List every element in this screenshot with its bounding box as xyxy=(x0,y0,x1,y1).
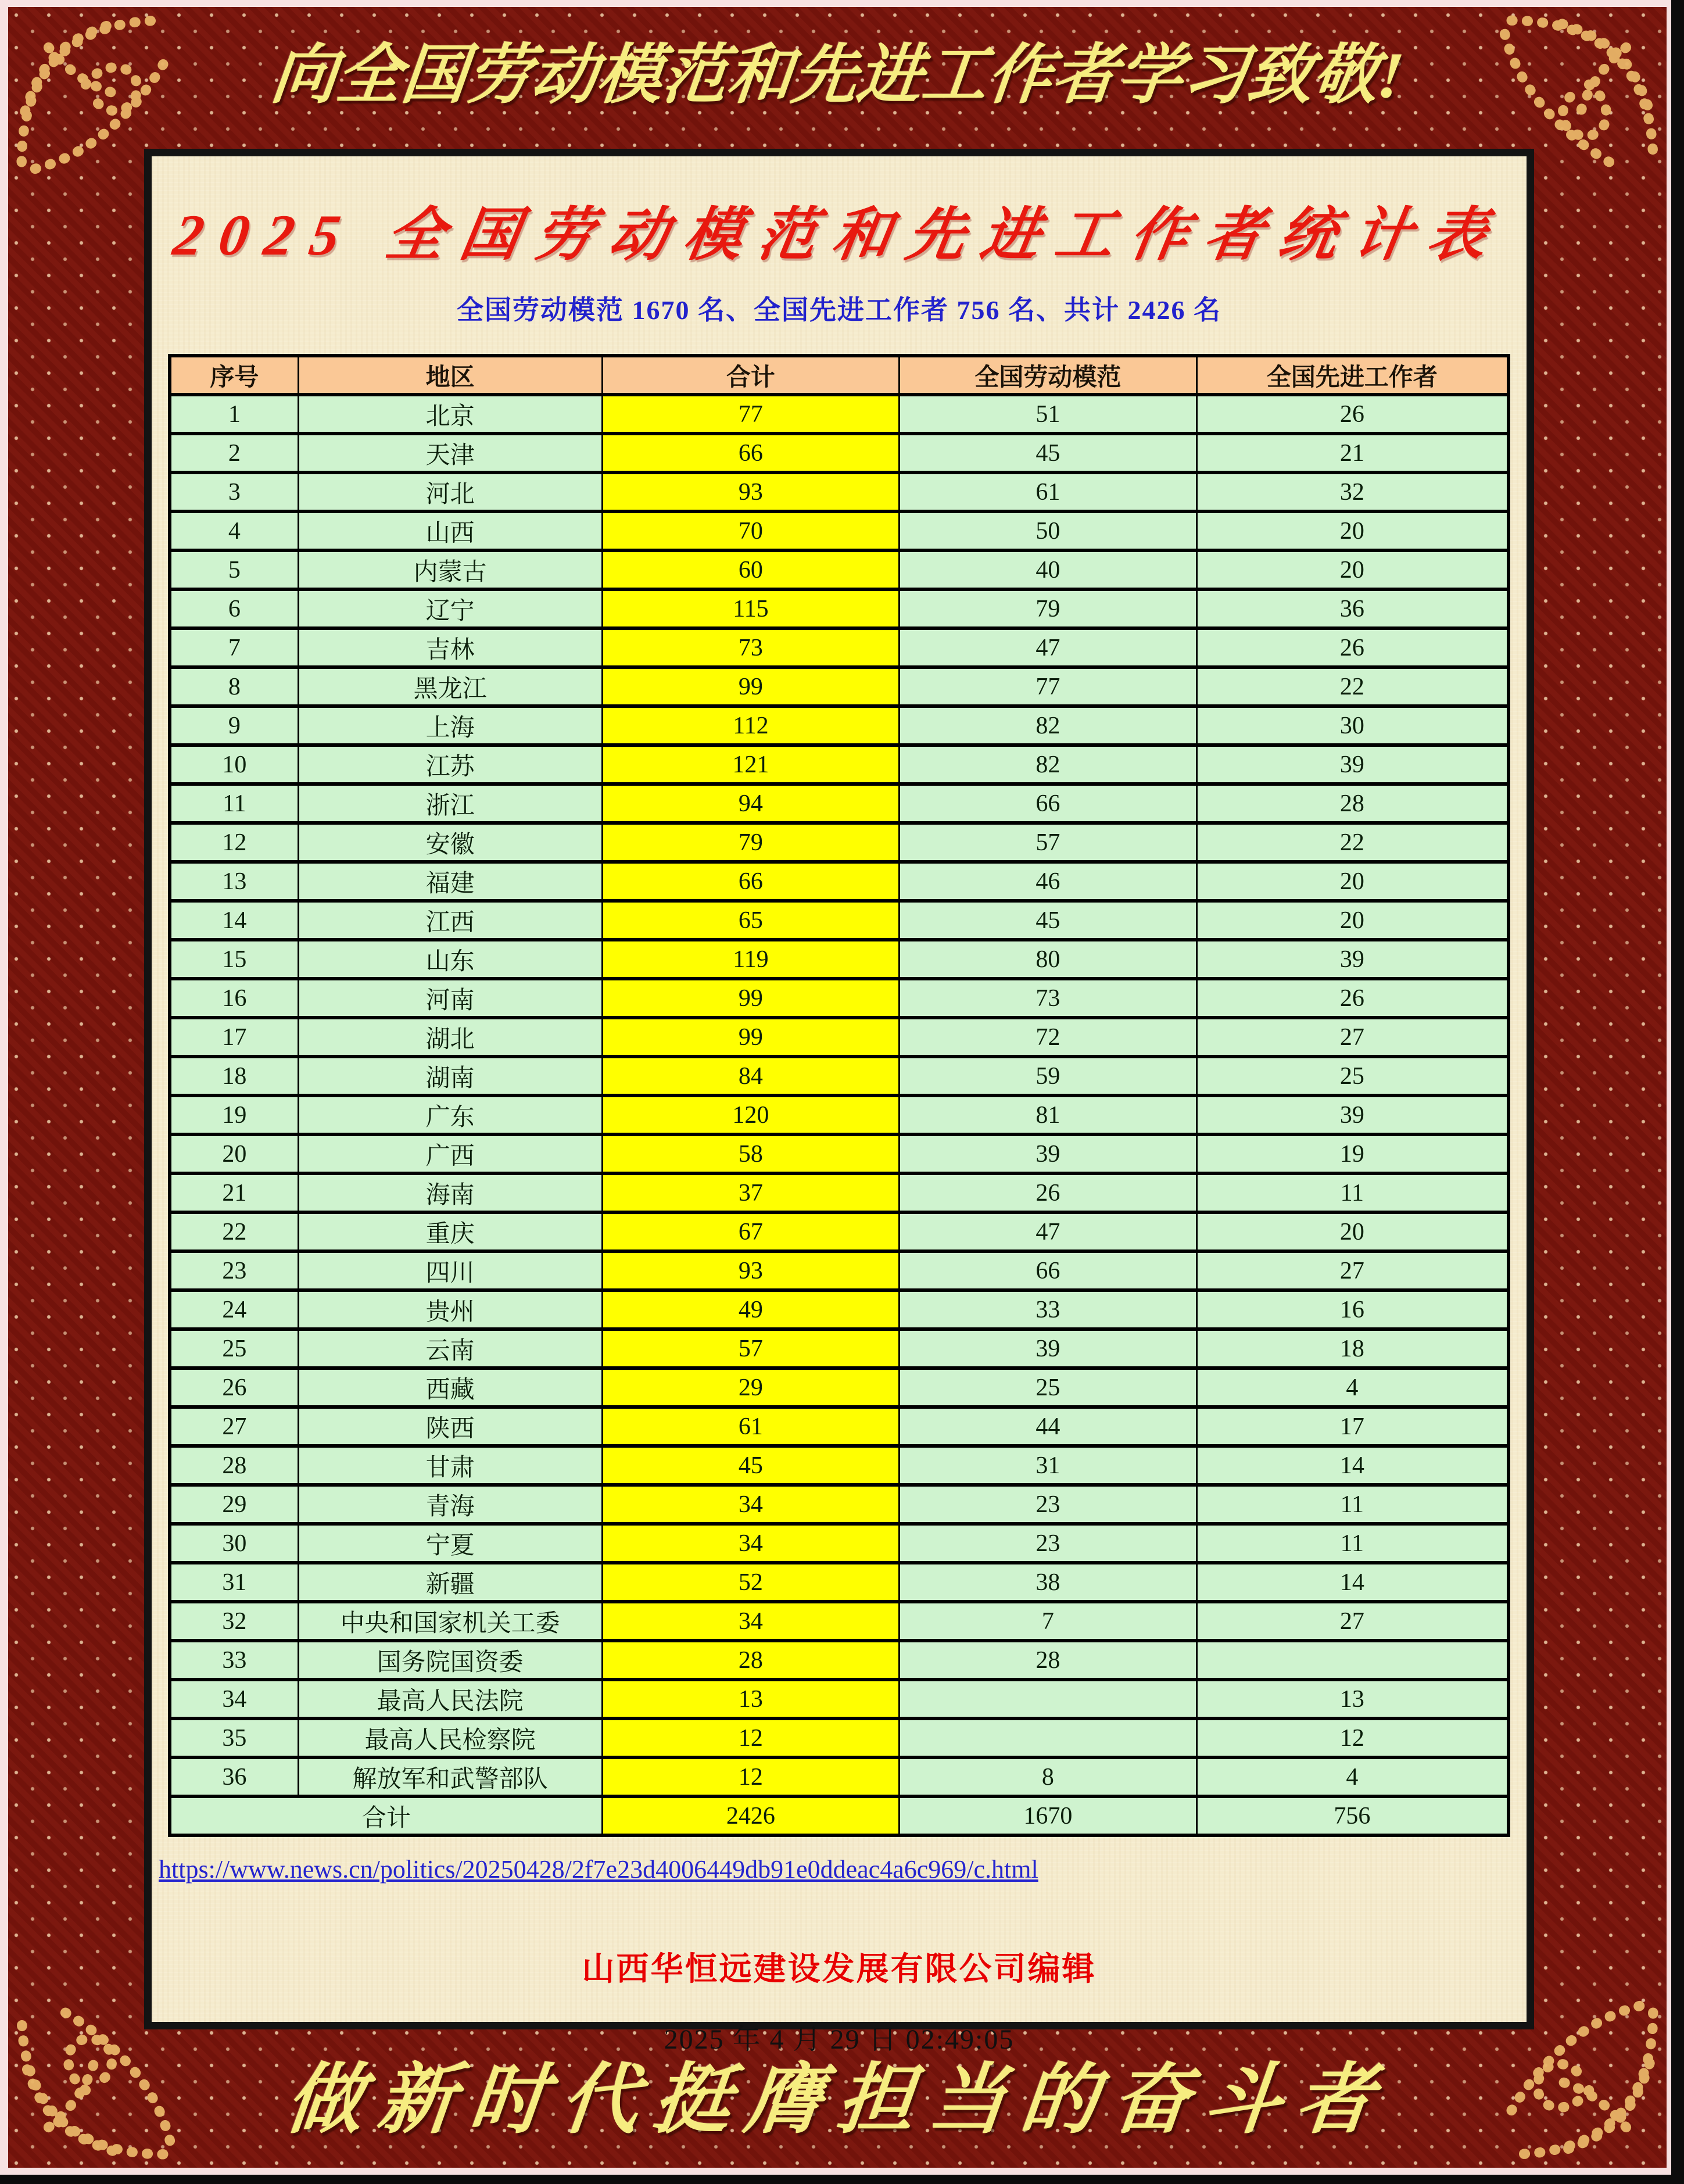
table-row xyxy=(170,1134,1509,1173)
table-row xyxy=(170,1485,1509,1524)
cell-index: 17 xyxy=(170,1018,298,1057)
cell-advanced: 18 xyxy=(1196,1329,1509,1368)
table-row xyxy=(170,1212,1509,1251)
table-row xyxy=(170,511,1509,550)
cell-index: 4 xyxy=(170,511,298,550)
cell-advanced: 14 xyxy=(1196,1563,1509,1602)
table-header-row xyxy=(170,356,1509,395)
cell-index: 8 xyxy=(170,667,298,706)
cell-advanced: 13 xyxy=(1196,1680,1509,1718)
table-row xyxy=(170,940,1509,979)
cell-region: 辽宁 xyxy=(298,589,602,628)
cell-model: 39 xyxy=(900,1134,1196,1173)
cell-index: 24 xyxy=(170,1290,298,1329)
table-row xyxy=(170,1524,1509,1563)
cell-index: 31 xyxy=(170,1563,298,1602)
cell-model: 8 xyxy=(900,1757,1196,1796)
cell-index: 26 xyxy=(170,1368,298,1407)
cell-index: 11 xyxy=(170,784,298,823)
cell-index: 13 xyxy=(170,862,298,901)
cell-model: 72 xyxy=(900,1018,1196,1057)
top-banner-text: 向全国劳动模范和先进工作者学习致敬! xyxy=(267,40,1407,112)
cell-region: 山东 xyxy=(298,940,602,979)
cell-model: 7 xyxy=(900,1602,1196,1641)
cell-region: 内蒙古 xyxy=(298,550,602,589)
cell-index: 14 xyxy=(170,901,298,940)
cell-total: 67 xyxy=(602,1212,899,1251)
table-row xyxy=(170,472,1509,511)
cell-total: 99 xyxy=(602,979,899,1018)
cell-region: 青海 xyxy=(298,1485,602,1524)
cell-index: 25 xyxy=(170,1329,298,1368)
table-row xyxy=(170,1173,1509,1212)
cell-region: 黑龙江 xyxy=(298,667,602,706)
cell-index: 19 xyxy=(170,1095,298,1134)
source-url-line xyxy=(159,1854,1527,1884)
cell-region: 云南 xyxy=(298,1329,602,1368)
cell-advanced: 756 xyxy=(1196,1796,1509,1835)
cell-model: 31 xyxy=(900,1446,1196,1485)
cell-model: 46 xyxy=(900,862,1196,901)
source-link[interactable]: https://www.news.cn/politics/20250428/2f7e23d4006449db91e0ddeac4a6c969/c.html xyxy=(159,1855,1038,1884)
table-row xyxy=(170,1602,1509,1641)
cell-model: 81 xyxy=(900,1095,1196,1134)
cell-model: 80 xyxy=(900,940,1196,979)
cell-total: 79 xyxy=(602,823,899,862)
cell-index: 36 xyxy=(170,1757,298,1796)
timestamp: 2025 年 4 月 29 日 02:49:05 xyxy=(664,2024,1015,2055)
cell-region: 广东 xyxy=(298,1095,602,1134)
cell-index: 1 xyxy=(170,395,298,434)
cell-index: 21 xyxy=(170,1173,298,1212)
cell-model: 39 xyxy=(900,1329,1196,1368)
cell-index: 18 xyxy=(170,1057,298,1095)
cell-advanced: 26 xyxy=(1196,628,1509,667)
cell-index: 33 xyxy=(170,1641,298,1680)
table-row xyxy=(170,979,1509,1018)
header-cell: 全国劳动模范 xyxy=(900,356,1196,395)
table-row xyxy=(170,1095,1509,1134)
cell-index: 7 xyxy=(170,628,298,667)
cell-advanced xyxy=(1196,1641,1509,1680)
cell-region: 最高人民法院 xyxy=(298,1680,602,1718)
table-body xyxy=(170,395,1509,1796)
cell-total: 93 xyxy=(602,1251,899,1290)
table-row xyxy=(170,1446,1509,1485)
editor-note: 山西华恒远建设发展有限公司编辑 xyxy=(582,1950,1097,1987)
table-row xyxy=(170,823,1509,862)
table-row xyxy=(170,1563,1509,1602)
cell-advanced: 27 xyxy=(1196,1251,1509,1290)
cell-model xyxy=(900,1680,1196,1718)
cell-total: 61 xyxy=(602,1407,899,1446)
cell-model: 82 xyxy=(900,745,1196,784)
cell-model: 77 xyxy=(900,667,1196,706)
cell-region: 湖南 xyxy=(298,1057,602,1095)
table-row xyxy=(170,862,1509,901)
cell-total: 12 xyxy=(602,1718,899,1757)
stats-table xyxy=(168,354,1510,1837)
cell-region: 重庆 xyxy=(298,1212,602,1251)
cell-index: 22 xyxy=(170,1212,298,1251)
cell-advanced: 30 xyxy=(1196,706,1509,745)
cell-index: 16 xyxy=(170,979,298,1018)
table-row xyxy=(170,1018,1509,1057)
cell-region: 上海 xyxy=(298,706,602,745)
table-row xyxy=(170,745,1509,784)
table-row xyxy=(170,706,1509,745)
table-row xyxy=(170,784,1509,823)
cell-total: 12 xyxy=(602,1757,899,1796)
header-cell: 合计 xyxy=(602,356,899,395)
cell-region: 解放军和武警部队 xyxy=(298,1757,602,1796)
cell-advanced: 21 xyxy=(1196,434,1509,472)
table-row xyxy=(170,1718,1509,1757)
page-title: 2025 全国劳动模范和先进工作者统计表 xyxy=(169,203,1507,267)
cell-total: 58 xyxy=(602,1134,899,1173)
cell-model: 25 xyxy=(900,1368,1196,1407)
cell-region: 北京 xyxy=(298,395,602,434)
cell-region: 吉林 xyxy=(298,628,602,667)
cell-total: 73 xyxy=(602,628,899,667)
cell-advanced: 4 xyxy=(1196,1368,1509,1407)
cell-model: 51 xyxy=(900,395,1196,434)
table-row xyxy=(170,395,1509,434)
cell-model: 33 xyxy=(900,1290,1196,1329)
cell-total: 57 xyxy=(602,1329,899,1368)
cell-advanced: 11 xyxy=(1196,1173,1509,1212)
cell-region: 福建 xyxy=(298,862,602,901)
cell-region: 陕西 xyxy=(298,1407,602,1446)
cell-region: 中央和国家机关工委 xyxy=(298,1602,602,1641)
cell-advanced: 20 xyxy=(1196,862,1509,901)
cell-index: 34 xyxy=(170,1680,298,1718)
cell-advanced: 32 xyxy=(1196,472,1509,511)
cell-index: 15 xyxy=(170,940,298,979)
cell-advanced: 39 xyxy=(1196,745,1509,784)
cell-total: 84 xyxy=(602,1057,899,1095)
header-cell: 序号 xyxy=(170,356,298,395)
cell-region: 河北 xyxy=(298,472,602,511)
cell-advanced: 20 xyxy=(1196,901,1509,940)
table-row xyxy=(170,628,1509,667)
cell-advanced: 27 xyxy=(1196,1602,1509,1641)
cell-model: 23 xyxy=(900,1524,1196,1563)
cell-index: 9 xyxy=(170,706,298,745)
cell-total: 34 xyxy=(602,1524,899,1563)
cell-total: 99 xyxy=(602,1018,899,1057)
cell-total: 120 xyxy=(602,1095,899,1134)
cell-model: 66 xyxy=(900,784,1196,823)
table-row xyxy=(170,550,1509,589)
cell-advanced: 20 xyxy=(1196,511,1509,550)
cell-total: 119 xyxy=(602,940,899,979)
cell-advanced: 19 xyxy=(1196,1134,1509,1173)
cell-region: 江西 xyxy=(298,901,602,940)
cell-total: 66 xyxy=(602,862,899,901)
cell-region: 安徽 xyxy=(298,823,602,862)
cell-region: 贵州 xyxy=(298,1290,602,1329)
cell-index: 2 xyxy=(170,434,298,472)
cell-region: 新疆 xyxy=(298,1563,602,1602)
cell-total: 52 xyxy=(602,1563,899,1602)
page-subtitle: 全国劳动模范 1670 名、全国先进工作者 756 名、共计 2426 名 xyxy=(457,295,1221,325)
cell-model: 44 xyxy=(900,1407,1196,1446)
bottom-banner-text: 做新时代挺膺担当的奋斗者 xyxy=(282,2057,1393,2143)
cell-total: 70 xyxy=(602,511,899,550)
cell-index: 27 xyxy=(170,1407,298,1446)
header-cell: 地区 xyxy=(298,356,602,395)
cell-total: 99 xyxy=(602,667,899,706)
cell-advanced: 16 xyxy=(1196,1290,1509,1329)
cell-model: 1670 xyxy=(900,1796,1196,1835)
cell-model: 50 xyxy=(900,511,1196,550)
cell-region: 广西 xyxy=(298,1134,602,1173)
table-row xyxy=(170,1757,1509,1796)
cell-advanced: 22 xyxy=(1196,823,1509,862)
cell-advanced: 39 xyxy=(1196,1095,1509,1134)
cell-index: 5 xyxy=(170,550,298,589)
table-row xyxy=(170,1251,1509,1290)
cell-model: 82 xyxy=(900,706,1196,745)
table-row xyxy=(170,1680,1509,1718)
cell-advanced: 27 xyxy=(1196,1018,1509,1057)
cell-model: 40 xyxy=(900,550,1196,589)
cell-region: 最高人民检察院 xyxy=(298,1718,602,1757)
cell-advanced: 11 xyxy=(1196,1485,1509,1524)
cell-model: 45 xyxy=(900,901,1196,940)
table-row xyxy=(170,1368,1509,1407)
cell-total: 34 xyxy=(602,1602,899,1641)
cell-total: 112 xyxy=(602,706,899,745)
cell-advanced: 26 xyxy=(1196,979,1509,1018)
cell-model: 73 xyxy=(900,979,1196,1018)
cell-model: 66 xyxy=(900,1251,1196,1290)
table-row xyxy=(170,1641,1509,1680)
cell-model: 61 xyxy=(900,472,1196,511)
table-row xyxy=(170,589,1509,628)
cell-region: 山西 xyxy=(298,511,602,550)
cell-region: 四川 xyxy=(298,1251,602,1290)
cell-model: 26 xyxy=(900,1173,1196,1212)
cell-model: 23 xyxy=(900,1485,1196,1524)
cell-total: 65 xyxy=(602,901,899,940)
table-row xyxy=(170,901,1509,940)
cell-model: 47 xyxy=(900,1212,1196,1251)
cell-advanced: 22 xyxy=(1196,667,1509,706)
cell-model: 38 xyxy=(900,1563,1196,1602)
cell-region: 国务院国资委 xyxy=(298,1641,602,1680)
cell-index: 32 xyxy=(170,1602,298,1641)
cell-index: 20 xyxy=(170,1134,298,1173)
cell-model: 79 xyxy=(900,589,1196,628)
table-row xyxy=(170,434,1509,472)
cell-total: 94 xyxy=(602,784,899,823)
cell-region: 河南 xyxy=(298,979,602,1018)
cell-total: 60 xyxy=(602,550,899,589)
cell-model xyxy=(900,1718,1196,1757)
cell-advanced: 39 xyxy=(1196,940,1509,979)
cell-model: 57 xyxy=(900,823,1196,862)
cell-model: 45 xyxy=(900,434,1196,472)
cell-advanced: 20 xyxy=(1196,550,1509,589)
table-total-row xyxy=(170,1796,1509,1835)
cell-advanced: 36 xyxy=(1196,589,1509,628)
cell-total: 37 xyxy=(602,1173,899,1212)
cell-index: 28 xyxy=(170,1446,298,1485)
content-panel xyxy=(144,149,1534,2055)
cell-advanced: 11 xyxy=(1196,1524,1509,1563)
table-row xyxy=(170,1290,1509,1329)
cell-region: 湖北 xyxy=(298,1018,602,1057)
cell-advanced: 17 xyxy=(1196,1407,1509,1446)
cell-model: 59 xyxy=(900,1057,1196,1095)
cell-total: 77 xyxy=(602,395,899,434)
table-row xyxy=(170,1407,1509,1446)
cell-total: 29 xyxy=(602,1368,899,1407)
right-shadow-edge xyxy=(1671,0,1684,2184)
cell-index: 10 xyxy=(170,745,298,784)
bottom-shadow-edge xyxy=(0,2175,1684,2184)
cell-index: 3 xyxy=(170,472,298,511)
cell-region: 海南 xyxy=(298,1173,602,1212)
table-row xyxy=(170,667,1509,706)
cell-total: 121 xyxy=(602,745,899,784)
cell-total: 28 xyxy=(602,1641,899,1680)
cell-index: 29 xyxy=(170,1485,298,1524)
cell-index: 6 xyxy=(170,589,298,628)
cell-model: 28 xyxy=(900,1641,1196,1680)
cell-total: 34 xyxy=(602,1485,899,1524)
cell-region: 宁夏 xyxy=(298,1524,602,1563)
cell-index: 23 xyxy=(170,1251,298,1290)
cell-region: 浙江 xyxy=(298,784,602,823)
cell-index: 12 xyxy=(170,823,298,862)
cell-region: 甘肃 xyxy=(298,1446,602,1485)
cell-total: 45 xyxy=(602,1446,899,1485)
cell-total-label: 合计 xyxy=(170,1796,602,1835)
cell-model: 47 xyxy=(900,628,1196,667)
cell-index: 35 xyxy=(170,1718,298,1757)
table-row xyxy=(170,1057,1509,1095)
table-row xyxy=(170,1329,1509,1368)
cell-region: 江苏 xyxy=(298,745,602,784)
cell-total: 93 xyxy=(602,472,899,511)
cell-advanced: 4 xyxy=(1196,1757,1509,1796)
cell-advanced: 14 xyxy=(1196,1446,1509,1485)
cell-total: 115 xyxy=(602,589,899,628)
cell-index: 30 xyxy=(170,1524,298,1563)
cell-advanced: 12 xyxy=(1196,1718,1509,1757)
cell-advanced: 26 xyxy=(1196,395,1509,434)
cell-advanced: 20 xyxy=(1196,1212,1509,1251)
cell-advanced: 25 xyxy=(1196,1057,1509,1095)
cell-advanced: 28 xyxy=(1196,784,1509,823)
cell-total: 2426 xyxy=(602,1796,899,1835)
cell-total: 49 xyxy=(602,1290,899,1329)
cell-total: 66 xyxy=(602,434,899,472)
cell-region: 天津 xyxy=(298,434,602,472)
cell-total: 13 xyxy=(602,1680,899,1718)
cell-region: 西藏 xyxy=(298,1368,602,1407)
header-cell: 全国先进工作者 xyxy=(1196,356,1509,395)
